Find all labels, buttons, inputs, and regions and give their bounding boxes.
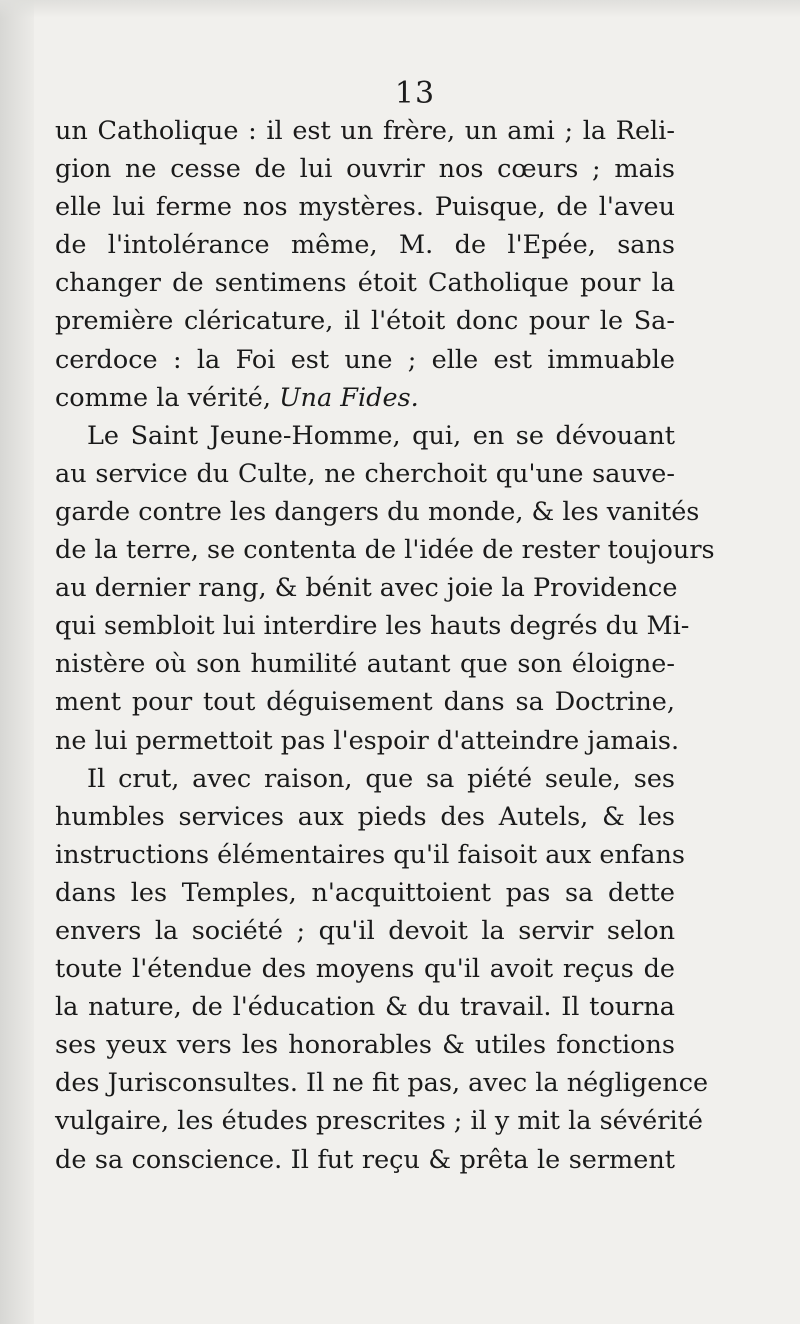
text-line-content: ses yeux vers les honorables & utiles fonctions: [55, 1030, 675, 1061]
text-line: [55, 493, 700, 531]
text-line: [55, 950, 675, 988]
text-line: [55, 417, 675, 455]
text-line: [55, 150, 675, 188]
text-line: [55, 760, 675, 798]
text-line-content: humbles services aux pieds des Autels, & les: [55, 801, 675, 832]
text-line: [55, 531, 715, 569]
text-line-content: la nature, de l'éducation & du travail. Il tourna: [55, 992, 675, 1023]
text-line: [55, 607, 690, 645]
text-line: [55, 1026, 675, 1064]
text-line-content: instructions élémentaires qu'il faisoit aux enfans: [55, 839, 685, 870]
text-line-content: qui sembloit lui interdire les hauts degrés du Mi-: [55, 611, 690, 642]
text-line: [55, 988, 675, 1026]
text-line-content: dans les Temples, n'acquittoient pas sa dette: [55, 877, 675, 908]
text-line: [55, 226, 675, 264]
italic-phrase: Una Fides.: [279, 382, 419, 413]
text-line: [55, 264, 675, 302]
text-line-content: gion ne cesse de lui ouvrir nos cœurs ; mais: [55, 154, 675, 185]
text-line: [55, 1102, 703, 1140]
text-line-content: Le Saint Jeune-Homme, qui, en se dévouant: [87, 420, 675, 451]
text-line: [55, 912, 675, 950]
text-line-content: elle lui ferme nos mystères. Puisque, de l'aveu: [55, 192, 675, 223]
text-line: [55, 798, 675, 836]
page-top-shadow: [0, 0, 800, 18]
text-line-content: garde contre les dangers du monde, & les vanités: [55, 496, 700, 527]
text-line: [55, 112, 675, 150]
page-gutter-shadow: [0, 0, 34, 1324]
text-line: [55, 836, 685, 874]
body-text: [55, 112, 715, 1179]
text-line-content: cerdoce : la Foi est une ; elle est immuable: [55, 344, 675, 375]
text-line-content: toute l'étendue des moyens qu'il avoit reçus de: [55, 954, 675, 985]
text-line-content: de sa conscience. Il fut reçu & prêta le serment: [55, 1144, 675, 1175]
text-line-content: ment pour tout déguisement dans sa Doctrine,: [55, 687, 675, 718]
text-line-content: de l'intolérance même, M. de l'Epée, sans: [55, 230, 675, 261]
text-line: [55, 569, 678, 607]
text-line-content: ne lui permettoit pas l'espoir d'atteindre jamais.: [55, 725, 680, 756]
text-line: [55, 302, 675, 340]
text-line-content: première cléricature, il l'étoit donc pour le Sa-: [55, 306, 675, 337]
text-line-content: au service du Culte, ne cherchoit qu'une sauve-: [55, 458, 675, 489]
text-line: [55, 645, 675, 683]
text-line: [55, 188, 675, 226]
text-line-content: comme la vérité,: [55, 382, 271, 413]
text-line: [55, 1064, 709, 1102]
text-line: [55, 341, 675, 379]
text-line-content: des Jurisconsultes. Il ne fit pas, avec la négligence: [55, 1068, 709, 1099]
text-line-content: Il crut, avec raison, que sa piété seule, ses: [87, 763, 675, 794]
text-line-content: changer de sentimens étoit Catholique pour la: [55, 268, 675, 299]
text-line-content: envers la société ; qu'il devoit la servir selon: [55, 915, 675, 946]
text-line: [55, 722, 680, 760]
text-line-content: au dernier rang, & bénit avec joie la Providence: [55, 573, 678, 604]
text-line: [55, 874, 675, 912]
text-line-content: de la terre, se contenta de l'idée de rester toujours: [55, 535, 715, 566]
text-line: [55, 1141, 675, 1179]
text-line-content: un Catholique : il est un frère, un ami ; la Reli-: [55, 116, 675, 146]
page-number: 13: [394, 76, 436, 111]
text-line-content: nistère où son humilité autant que son éloigne-: [55, 649, 675, 680]
text-line: [55, 455, 675, 493]
text-line: [55, 379, 675, 417]
text-line-content: vulgaire, les études prescrites ; il y mit la sévérité: [55, 1106, 703, 1137]
text-line: [55, 683, 675, 721]
